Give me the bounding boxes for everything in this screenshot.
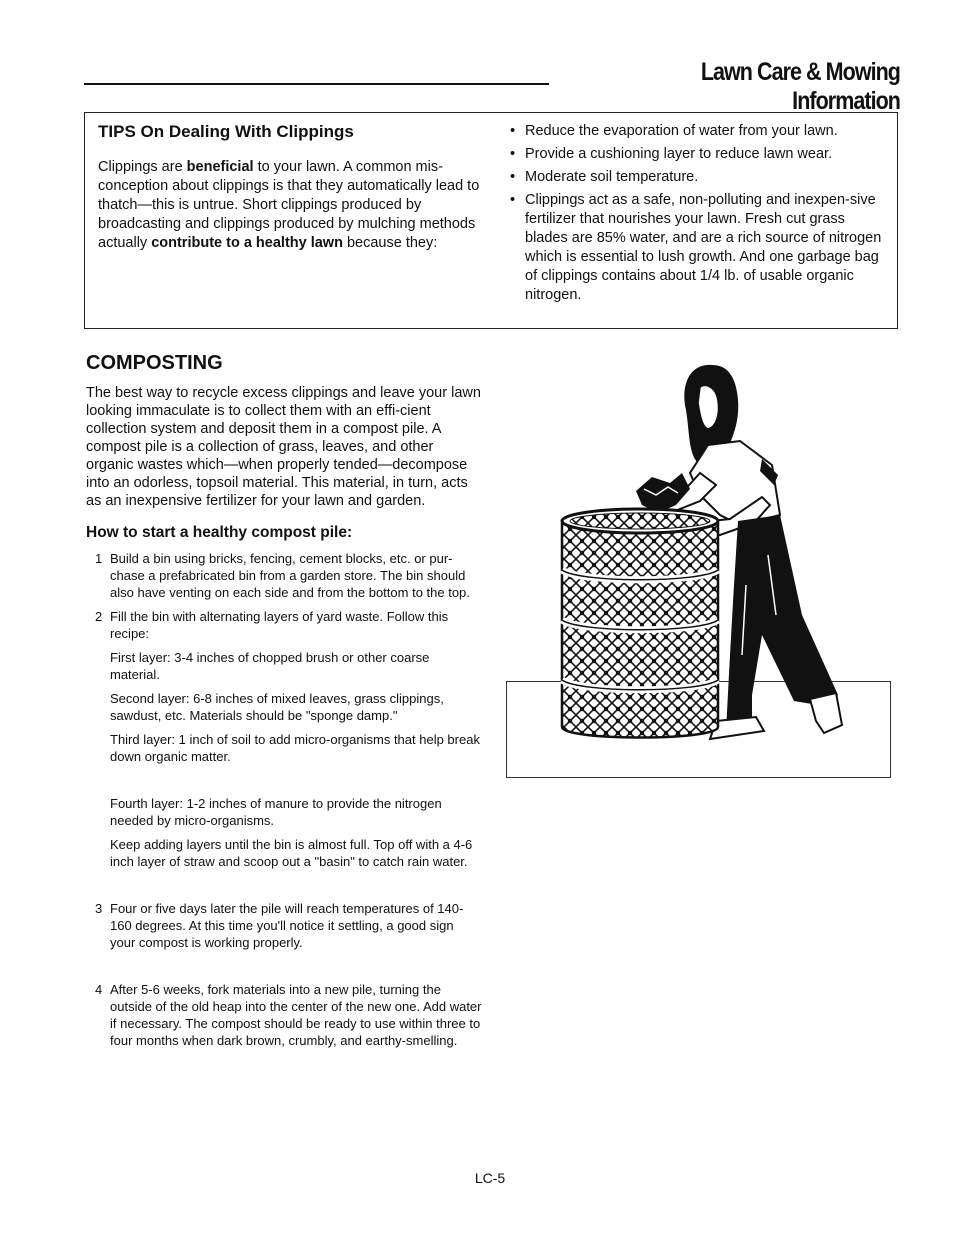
step-number: 2 — [95, 609, 103, 624]
bullet-text: Provide a cushioning layer to reduce lawn wear. — [525, 146, 833, 162]
step-text: After 5-6 weeks, fork materials into a new pile, turning the outside of the old heap into the center of the new one. Add water if necessary. The compost should be ready to use within three to four months when dark brown, crumbly, and earthy-smelling. — [110, 982, 482, 1048]
list-item — [510, 191, 890, 305]
composting-section — [86, 352, 482, 1049]
tips-body — [98, 158, 483, 253]
step-text: Fill the bin with alternating layers of yard waste. Follow this recipe: — [110, 609, 449, 641]
keep-adding-note: Keep adding layers until the bin is almost full. Top off with a 4-6 inch layer of straw and scoop out a "basin" to catch rain water. — [110, 837, 473, 869]
compost-bin-icon — [562, 473, 718, 738]
bullet-text: Moderate soil temperature. — [525, 169, 699, 185]
howto-title: How to start a healthy compost pile: — [86, 524, 353, 541]
bullet-icon: • — [510, 192, 516, 208]
bullet-icon: • — [510, 123, 516, 139]
layer-2: Second layer: 6-8 inches of mixed leaves, grass clippings, sawdust, etc. Materials should be "sponge damp." — [110, 691, 444, 723]
page-number: LC-5 — [474, 1170, 506, 1186]
layer-3: Third layer: 1 inch of soil to add micro-organisms that help break down organic matter. — [110, 732, 480, 764]
compost-steps — [86, 550, 482, 1049]
step-number: 4 — [95, 982, 103, 997]
step-text: Build a bin using bricks, fencing, cement blocks, etc. or pur-chase a prefabricated bin from a garden store. The bin should also have venting on each side and from the bottom to the top. — [110, 551, 470, 600]
step-2 — [86, 608, 482, 642]
composting-title: COMPOSTING — [86, 352, 223, 374]
layer-1: First layer: 3-4 inches of chopped brush or other coarse material. — [110, 650, 430, 682]
layer-4: Fourth layer: 1-2 inches of manure to provide the nitrogen needed by micro-organisms. — [110, 796, 442, 828]
step-text: Four or five days later the pile will reach temperatures of 140-160 degrees. At this time you'll notice it settling, a good sign your compost is working properly. — [110, 901, 464, 950]
bullet-text: Reduce the evaporation of water from your lawn. — [525, 123, 838, 139]
step-number: 3 — [95, 901, 103, 916]
benefit-list — [510, 122, 890, 305]
tips-body-bold-2: contribute to a healthy lawn — [151, 235, 343, 251]
tips-body-text-1: Clippings are — [98, 159, 187, 175]
header-rule — [84, 83, 549, 85]
step-number: 1 — [95, 551, 103, 566]
tips-left-column — [98, 122, 483, 253]
step-4 — [86, 981, 482, 1049]
composting-illustration — [540, 355, 850, 755]
step-3 — [86, 900, 482, 951]
tips-box — [84, 112, 898, 329]
composting-intro: The best way to recycle excess clippings and leave your lawn looking immaculate is to collect them with an effi-cient collection system and deposit them in a compost pile. A compost pile is a collection of grass, leaves, and other organic wastes which—when properly tended—decompose into an odorless, topsoil material. This material, in turn, acts as an inexpensive fertilizer for your lawn and garden. — [86, 385, 481, 509]
tips-body-text-2: to your lawn. A common mis-conception about clippings is that they automatically lead to thatch—this is untrue. Short clippings produced by broadcasting and clippings produced by mulching methods actually — [98, 159, 480, 251]
bullet-icon: • — [510, 146, 516, 162]
tips-body-bold-1: beneficial — [186, 159, 254, 175]
tips-body-text-3: because they: — [342, 235, 438, 251]
list-item — [510, 145, 890, 164]
list-item — [510, 168, 890, 187]
page-title: Lawn Care & Mowing Information — [700, 58, 900, 115]
tips-right-column — [510, 122, 890, 309]
tips-title: TIPS On Dealing With Clippings — [98, 122, 354, 141]
bullet-text: Clippings act as a safe, non-polluting and inexpen-sive fertilizer that nourishes your lawn. Fresh cut grass blades are 85% water, and are a rich source of nitrogen which is essential to lush growth. And one garbage bag of clippings contains about 1/4 lb. of usable organic nitrogen. — [525, 192, 882, 303]
bullet-icon: • — [510, 169, 516, 185]
step-1 — [86, 550, 482, 601]
list-item — [510, 122, 890, 141]
